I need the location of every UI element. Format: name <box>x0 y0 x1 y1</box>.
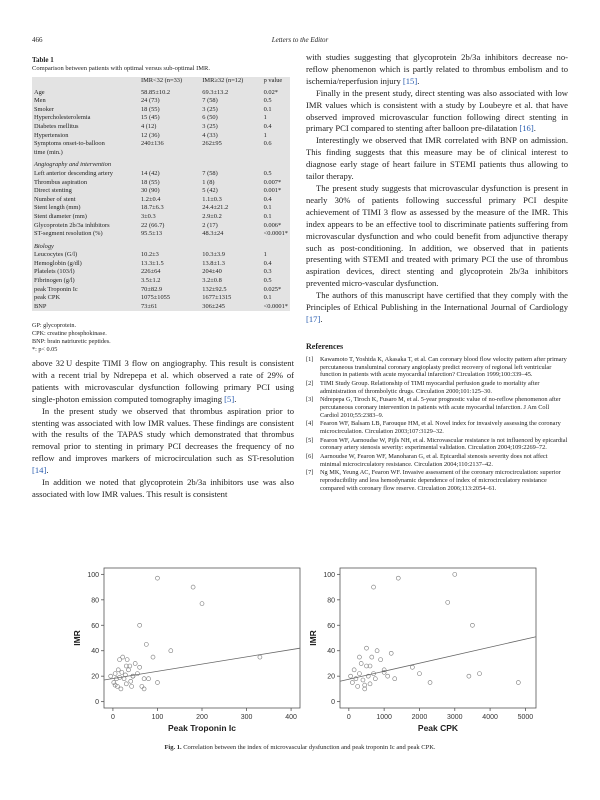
reference-text: Ndrepepa G, Tiroch K, Fusaro M, et al. 5-year prognostic value of no-reflow phenomenon after percutaneous coronary intervention in patients with acute myocardial infarction. J Am Coll Cardiol 2010;55:2383–9. <box>320 396 561 419</box>
reference-item <box>306 396 568 419</box>
data-point <box>516 681 520 685</box>
x-tick-label: 4000 <box>482 714 498 721</box>
x-tick-label: 5000 <box>517 714 534 721</box>
table-cell: 18 (55) <box>140 105 160 113</box>
table-cell: 0.4 <box>263 122 272 130</box>
data-point <box>386 674 390 678</box>
table-cell: 1.2±0.4 <box>140 195 161 203</box>
table-cell: Thrombus aspiration <box>34 178 88 186</box>
table-cell: Platelets (103/l) <box>34 268 75 276</box>
paragraph-text: In the present study we observed that thrombus aspiration prior to stenting was associated with low IMR values. These findings are consistent with the results of the TAPAS study which demonstrated that thrombus removal prior to stenting in primary PCI decreases the frequency of no reflow and improves markers of microcirculation such as ST-resolution <box>32 405 294 464</box>
data-point <box>155 576 159 580</box>
table-cell: 0.025* <box>263 285 282 293</box>
table-cell: Symptoms onset-to-balloon <box>34 140 105 148</box>
figure-caption-text: Correlation between the index of microvascular dysfunction and peak troponin Ic and peak CPK. <box>181 744 436 751</box>
x-tick-label: 0 <box>346 714 351 721</box>
table-header-row <box>32 77 290 86</box>
table-row <box>32 97 290 106</box>
reference-text: Ng MK, Yeung AC, Fearon WF. Invasive assessment of the coronary microcirculation: superior reproducibility and less hemodynamic dependence of index of microcirculatory resistance compared with coronary flow reserve. Circulation 2006;113:2054–61. <box>320 469 561 492</box>
table-cell: Glycoprotein 2b/3a inhibitors <box>34 221 110 229</box>
paragraph <box>306 290 568 326</box>
table-row <box>32 187 290 196</box>
data-point <box>350 681 354 685</box>
data-point <box>410 665 414 669</box>
data-point <box>453 572 457 576</box>
table-cell: 0.1 <box>263 294 272 302</box>
table-row <box>32 204 290 213</box>
data-point <box>396 576 400 580</box>
table-cell: 0.02* <box>263 88 279 96</box>
data-point <box>191 585 195 589</box>
table-cell: ST-segment resolution (%) <box>34 230 103 238</box>
table-row <box>32 106 290 115</box>
table-cell: 2 (17) <box>202 221 218 229</box>
paragraph-text: Finally in the present study, direct stenting was also associated with low IMR values which is consistent with a study by Loubeyre et al. that have observed improved microvascular function following direct stenting in primary PCI compared to stenting after balloon pre-dilatation <box>306 87 568 134</box>
references-title: References <box>306 342 344 351</box>
table-row <box>32 230 290 239</box>
data-point <box>124 682 128 686</box>
table-cell: 240±136 <box>140 140 164 148</box>
table-cell: Hypercholesterolemia <box>34 114 91 122</box>
col-header: IMR<32 (n=33) <box>140 77 183 84</box>
data-point <box>446 600 450 604</box>
table-cell: 12 (36) <box>140 131 160 139</box>
table-footnotes <box>32 322 111 354</box>
data-point <box>372 585 376 589</box>
table-cell: time (min.) <box>34 148 63 156</box>
reference-item <box>306 437 568 452</box>
table-cell: 226±64 <box>140 268 161 276</box>
table-cell: Stent length (mm) <box>34 204 81 212</box>
table-cell: 0.007* <box>263 178 282 186</box>
table-row <box>32 179 290 188</box>
reference-number: [2] <box>306 379 314 387</box>
y-tick-label: 20 <box>327 673 335 681</box>
data-point <box>373 677 377 681</box>
plot-frame <box>340 568 536 708</box>
paragraph <box>32 358 294 406</box>
footnote: BNP: brain natriuretic peptides. <box>32 338 111 345</box>
table-cell: 30 (90) <box>140 187 160 195</box>
table-cell: <0.0001* <box>263 230 288 238</box>
table-cell: Hypertension <box>34 131 69 139</box>
data-point <box>116 668 120 672</box>
table-cell: 1075±1055 <box>140 294 171 302</box>
reference-number: [5] <box>306 436 314 444</box>
data-point <box>363 683 367 687</box>
figure-caption <box>0 744 600 751</box>
table-cell: 0.4 <box>263 195 272 203</box>
table-cell: 24 (73) <box>140 97 160 105</box>
table-row <box>32 277 290 286</box>
paragraph <box>32 477 294 501</box>
table-cell: 73±61 <box>140 302 158 310</box>
y-axis-label: IMR <box>308 630 318 646</box>
citation-link[interactable]: [16] <box>519 123 534 134</box>
data-point <box>357 655 361 659</box>
paragraph-text: . <box>234 393 237 404</box>
table-row <box>32 149 290 158</box>
running-header: Letters to the Editor <box>271 36 329 44</box>
table-cell: <0.0001* <box>263 302 288 310</box>
table-caption: Comparison between patients with optimal versus sub-optimal IMR. <box>32 65 211 72</box>
table-cell: 1.1±0.3 <box>202 195 222 203</box>
table-cell: 3 (25) <box>202 122 218 130</box>
table-row <box>32 294 290 303</box>
table-cell: 48.3±24 <box>202 230 224 238</box>
x-tick-label: 300 <box>240 714 253 721</box>
table-cell: 24.4±21.2 <box>202 204 229 212</box>
table-cell: 5 (42) <box>202 187 218 195</box>
table-cell: 7 (58) <box>202 97 218 105</box>
footnote: CPK: creatine phosphokinase. <box>32 330 107 337</box>
table-cell: 0.6 <box>263 140 272 148</box>
table-cell: 13.8±1.3 <box>202 259 225 267</box>
table-cell: 7 (58) <box>202 169 218 177</box>
data-point <box>142 687 146 691</box>
data-point <box>359 661 363 665</box>
table-cell: 306±245 <box>202 302 225 310</box>
x-tick-label: 100 <box>151 714 164 721</box>
data-point <box>127 668 131 672</box>
table-cell: 0.006* <box>263 221 282 229</box>
table-row <box>32 260 290 269</box>
table-cell: 3 (25) <box>202 105 218 113</box>
table-cell: 0.5 <box>263 277 272 285</box>
paragraph-text: The present study suggests that microvascular dysfunction is present in nearly 30% of patients following successful primary PCI despite achievement of TIMI 3 flow as assessed by the measure of the IMR. This index appears to be an effective tool to discriminate patients suffering from microvascular dysfunction and who could benefit from adjunctive therapy such as post-conditioning. In addition, we observed that in patients presenting with STEMI and treated with primary PCI the use of thrombus aspiration devices, direct stenting and glycoprotein 2b/3a inhibitors prevented micro-vascular dysfunction. <box>306 182 568 289</box>
table-cell: Leucocytes (G/l) <box>34 251 78 259</box>
paragraph <box>306 52 568 88</box>
figure-label: Fig. 1. <box>164 744 182 751</box>
table-cell: Number of stent <box>34 195 76 203</box>
table-cell: 22 (66.7) <box>140 221 165 229</box>
data-point <box>428 681 432 685</box>
left-column-text <box>32 358 294 501</box>
x-tick-label: 400 <box>285 714 297 721</box>
reference-text: TIMI Study Group. Relationship of TIMI myocardial perfusion grade to mortality after administration of thrombolytic drugs. Circulation 2000;101:125–30. <box>320 379 540 395</box>
table-cell: 0.001* <box>263 187 282 195</box>
x-tick-label: 2000 <box>411 714 428 721</box>
data-point <box>142 677 146 681</box>
data-point <box>370 655 374 659</box>
data-point <box>120 670 124 674</box>
table-row <box>32 123 290 132</box>
data-point <box>109 674 113 678</box>
references-list <box>306 356 568 493</box>
data-point <box>356 684 360 688</box>
y-axis-label: IMR <box>72 630 82 646</box>
table-cell: 10.3±3.9 <box>202 251 225 259</box>
data-point <box>129 679 133 683</box>
col-header: p value <box>263 77 283 84</box>
table-cell: 70±82.9 <box>140 285 163 293</box>
paragraph <box>306 183 568 290</box>
data-point <box>349 674 353 678</box>
data-point <box>151 655 155 659</box>
data-point <box>379 658 383 662</box>
x-tick-label: 1000 <box>376 714 392 721</box>
table-cell: 1 <box>263 251 267 259</box>
citation-link[interactable]: [17] <box>306 313 321 324</box>
page-number: 466 <box>32 36 43 44</box>
table-cell: peak CPK <box>34 294 61 302</box>
reference-number: [4] <box>306 420 314 428</box>
data-point <box>389 651 393 655</box>
data-point <box>375 649 379 653</box>
table-cell: Hemoglobin (g/dl) <box>34 259 82 267</box>
table-cell: 4 (33) <box>202 131 218 139</box>
data-point <box>352 668 356 672</box>
table-row <box>32 196 290 205</box>
reference-item <box>306 420 568 435</box>
table-cell: 132±92.5 <box>202 285 227 293</box>
reference-number: [6] <box>306 453 314 461</box>
paragraph <box>306 88 568 136</box>
table-cell: 0.3 <box>263 268 272 276</box>
x-tick-label: 3000 <box>446 714 463 721</box>
y-tick-label: 80 <box>91 597 99 605</box>
data-point <box>417 672 421 676</box>
reference-text: Fearon WF, Aarnoudse W, Pijls NH, et al. Microvascular resistance is not influenced by epicardial coronary artery stenosis severity: experimental validation. Circulation 2004;109:2269–72. <box>320 436 568 452</box>
paragraph-text: with studies suggesting that glycoprotein 2b/3a inhibitors decrease no-reflow phenomenon which is partly related to thrombus embolism and to ischemia/reperfusion injury <box>306 52 568 86</box>
table-cell: 3.2±0.8 <box>202 277 222 285</box>
data-point <box>393 677 397 681</box>
data-point <box>470 623 474 627</box>
x-axis-label: Peak CPK <box>417 723 459 733</box>
data-point <box>130 684 134 688</box>
table-row <box>32 213 290 222</box>
table-cell: Stent diameter (mm) <box>34 212 87 220</box>
table-cell: 0.4 <box>263 259 272 267</box>
table-row <box>32 286 290 295</box>
table-cell: 0.1 <box>263 105 272 113</box>
paragraph-text: . <box>533 123 536 134</box>
table-row <box>32 89 290 98</box>
paragraph-text: . <box>320 313 323 324</box>
section-title: Biology <box>34 242 54 250</box>
table-row <box>32 251 290 260</box>
data-point <box>147 677 151 681</box>
y-tick-label: 0 <box>95 699 99 707</box>
x-axis-label: Peak Troponin Ic <box>167 723 237 733</box>
table-cell: 10.2±3 <box>140 251 159 259</box>
x-tick-label: 200 <box>196 714 208 721</box>
table-cell: 3±0.3 <box>140 212 156 220</box>
table-cell: 14 (42) <box>140 169 160 177</box>
reference-text: Fearon WF, Balsam LB, Farouque HM, et al. Novel index for invasively assessing the coronary microcirculation. Circulation 2003;107:3129–32. <box>320 420 561 435</box>
table-cell: 69.3±13.2 <box>202 88 229 96</box>
table-cell: 1 <box>263 131 267 139</box>
right-column-text <box>306 52 568 326</box>
table-1 <box>32 77 290 311</box>
paragraph <box>306 135 568 183</box>
col-header <box>32 77 139 86</box>
table-cell: 95.5±13 <box>140 230 163 238</box>
y-tick-label: 80 <box>327 597 335 605</box>
table-row <box>32 222 290 231</box>
section-title: Angiography and intervention <box>34 161 112 169</box>
table-cell: 6 (50) <box>202 114 218 122</box>
table-cell: Direct stenting <box>34 187 72 195</box>
reference-number: [1] <box>306 356 314 363</box>
data-point <box>138 623 142 627</box>
data-point <box>140 684 144 688</box>
data-point <box>361 678 365 682</box>
table-cell: 3.5±1.2 <box>140 277 161 285</box>
paragraph-text: In addition we noted that glycoprotein 2b/3a inhibitors use was also associated with low IMR values. This result is consistent <box>32 477 294 499</box>
paragraph-text: above 32 U despite TIMI 3 flow on angiography. This result is consistent with a recent trial by Ndrepepa et al. which observed a rate of 29% of patients with microvascular dysfunction following primary PCI using single-photon emission computed tomography imaging <box>32 358 294 404</box>
paragraph-text: . <box>417 75 420 86</box>
table-cell: 13.3±1.5 <box>140 259 164 267</box>
x-tick-label: 0 <box>110 714 115 721</box>
data-point <box>119 687 123 691</box>
data-point <box>138 665 142 669</box>
y-tick-label: 100 <box>87 571 99 579</box>
table-cell: 204±40 <box>202 268 222 276</box>
table-cell: 0.5 <box>263 169 272 177</box>
reference-text: Kawamoto T, Yoshida K, Akasaka T, et al. Can coronary blood flow velocity pattern after primary percutaneous transluminal coronary angioplasty predict recovery of regional left ventricular function in patients with acute myocardial infarction? Circulation 1999;100:339–45. <box>320 356 567 379</box>
data-point <box>125 658 129 662</box>
table-row <box>32 268 290 277</box>
table-cell: 0.1 <box>263 212 272 220</box>
table-row <box>32 303 290 312</box>
data-point <box>169 649 173 653</box>
y-tick-label: 40 <box>327 648 335 656</box>
table-cell: Men <box>34 97 46 105</box>
data-point <box>200 602 204 606</box>
data-point <box>357 672 361 676</box>
reference-item <box>306 469 568 492</box>
table-cell: Left anterior descending artery <box>34 169 113 177</box>
table-row <box>32 132 290 141</box>
y-tick-label: 60 <box>327 622 335 630</box>
table-cell: peak Troponin Ic <box>34 285 78 293</box>
data-point <box>467 674 471 678</box>
citation-link[interactable]: [5] <box>224 393 235 404</box>
data-point <box>113 672 117 676</box>
col-header: IMR≥32 (n=12) <box>202 77 244 84</box>
table-label: Table 1 <box>32 56 54 64</box>
data-point <box>118 658 122 662</box>
scatter-cpk <box>296 560 546 740</box>
y-tick-label: 0 <box>331 699 335 707</box>
table-cell: 1 (8) <box>202 178 215 186</box>
y-tick-label: 20 <box>91 673 99 681</box>
table-cell <box>200 149 261 158</box>
data-point <box>363 687 367 691</box>
table-section-header <box>32 157 290 170</box>
regression-line <box>340 637 536 682</box>
reference-item <box>306 380 568 395</box>
scatter-troponin <box>60 560 310 740</box>
data-point <box>364 646 368 650</box>
data-point <box>477 672 481 676</box>
table-cell: 0.5 <box>263 97 272 105</box>
table-cell: 0.1 <box>263 204 272 212</box>
footnote: GP: glycoprotein. <box>32 322 76 329</box>
paragraph-text: . <box>46 465 49 476</box>
data-point <box>155 681 159 685</box>
reference-item <box>306 453 568 468</box>
y-tick-label: 100 <box>323 571 335 579</box>
table-cell: 4 (12) <box>140 122 157 130</box>
table-cell: Fibrinogen (g/l) <box>34 277 75 285</box>
reference-text: Aarnoudse W, Fearon WF, Manoharan G, et al. Epicardial stenosis severity does not affect minimal microcirculatory resistance. Circulation 2004;110:2137–42. <box>320 453 548 468</box>
y-tick-label: 40 <box>91 648 99 656</box>
table-cell: 1 <box>263 114 267 122</box>
data-point <box>258 655 262 659</box>
reference-item <box>306 356 568 379</box>
table-cell <box>262 149 290 158</box>
table-row <box>32 114 290 123</box>
paragraph <box>32 406 294 477</box>
table-row <box>32 140 290 149</box>
table-cell: 15 (45) <box>140 114 160 122</box>
data-point <box>144 642 148 646</box>
table-cell: Age <box>34 88 45 96</box>
footnote: *: p< 0.05 <box>32 346 58 353</box>
data-point <box>368 682 372 686</box>
table-cell: 58.85±10.2 <box>140 88 171 96</box>
table-cell: Diabetes mellitus <box>34 122 79 130</box>
table-cell: BNP <box>34 302 47 310</box>
table-cell: 18.7±6.3 <box>140 204 164 212</box>
data-point <box>133 661 137 665</box>
table-cell: 2.9±0.2 <box>202 212 222 220</box>
table-cell: 1677±1315 <box>202 294 232 302</box>
table-cell: 262±95 <box>202 140 222 148</box>
y-tick-label: 60 <box>91 622 99 630</box>
paragraph-text: The authors of this manuscript have certified that they comply with the Principles of Ethical Publishing in the International Journal of Cardiology <box>306 290 568 313</box>
table-section-header <box>32 239 290 252</box>
citation-link[interactable]: [15] <box>402 75 418 86</box>
reference-number: [3] <box>306 396 314 404</box>
table-row <box>32 170 290 179</box>
citation-link[interactable]: [14] <box>32 465 47 476</box>
table-cell: 18 (55) <box>140 178 160 186</box>
table-cell <box>139 149 200 158</box>
paragraph-text: Interestingly we observed that IMR correlated with BNP on admission. This finding suggests that this measure may be of clinical interest to diagnose early stage of heart failure in STEMI patients thus allowing to tailor therapy. <box>306 135 568 182</box>
table-cell: Smoker <box>34 105 54 113</box>
reference-number: [7] <box>306 469 314 477</box>
